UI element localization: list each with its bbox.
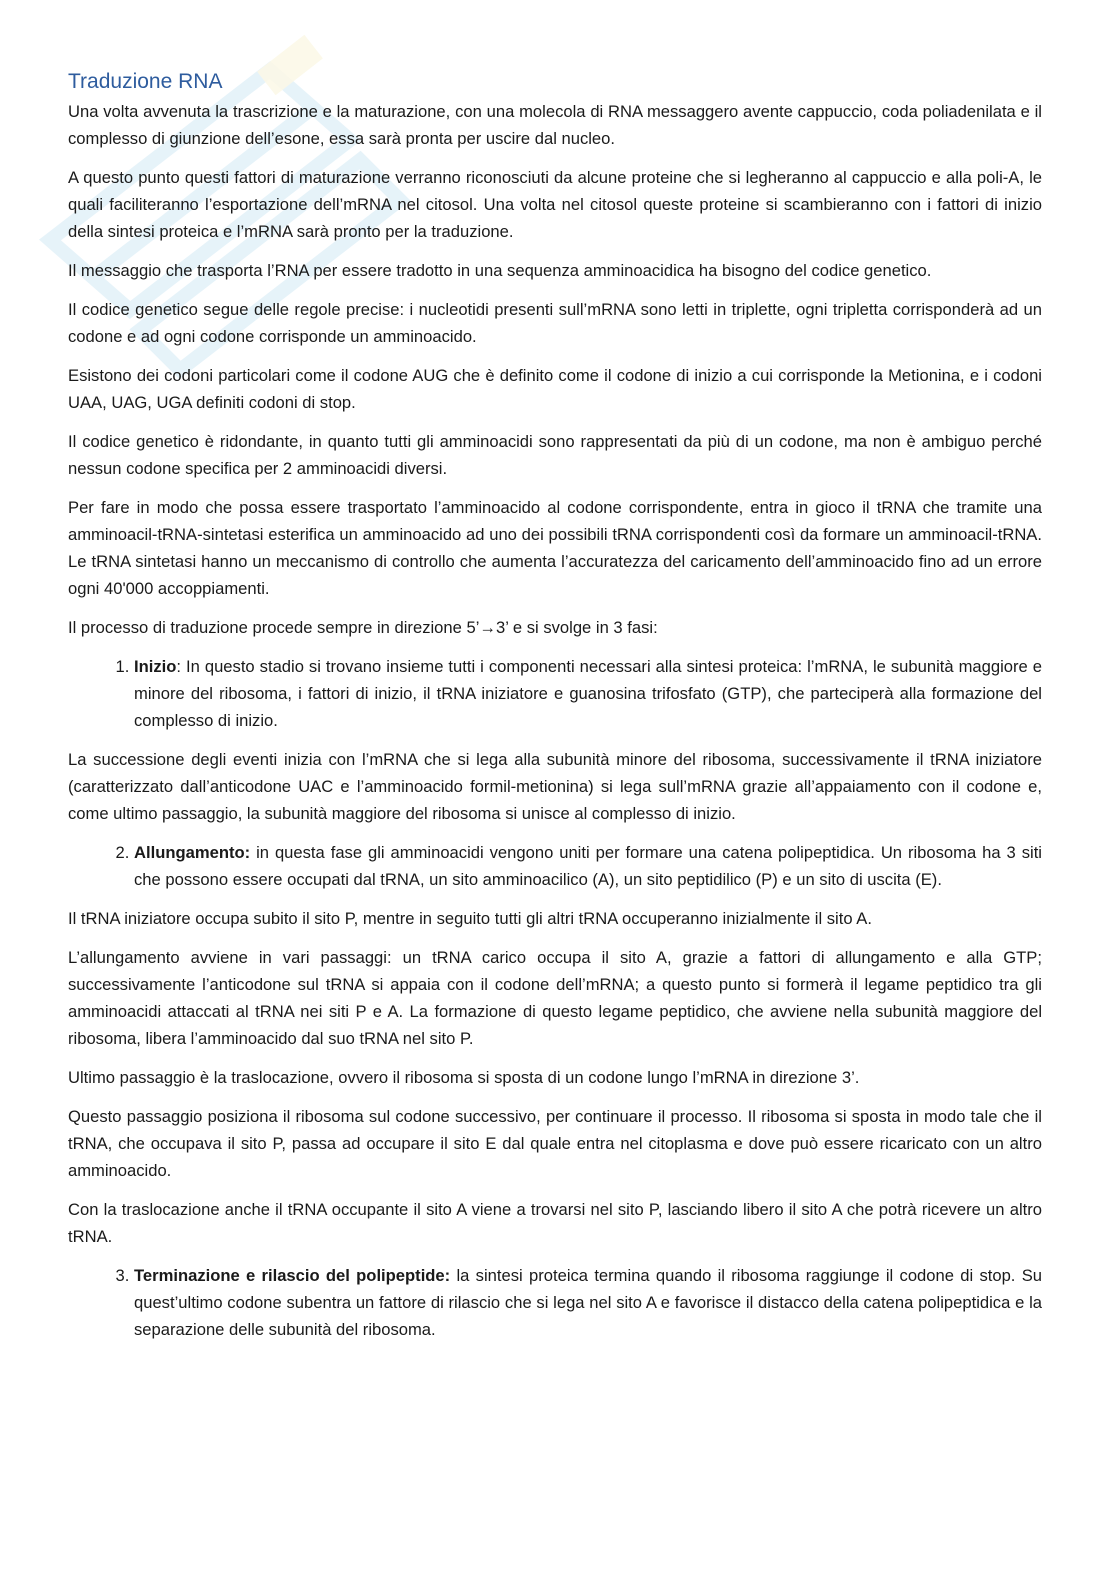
paragraph-translocation: Ultimo passaggio è la traslocazione, ovvero il ribosoma si sposta di un codone lungo l’mRNA in direzione 3’. bbox=[68, 1068, 860, 1087]
paragraph-process: Il processo di traduzione procede sempre in direzione 5’→3’ e si svolge in 3 fasi: bbox=[68, 618, 658, 637]
phase-term: Inizio bbox=[134, 657, 177, 676]
phase-text: in questa fase gli amminoacidi vengono uniti per formare una catena polipeptidica. Un ribosoma ha 3 siti che possono essere occupati dal tRNA, un sito amminoacilico (A), un sito peptidilico (P) e un sito di uscita (E). bbox=[134, 843, 1042, 889]
paragraph-genetic-code: Il messaggio che trasporta l’RNA per essere tradotto in una sequenza amminoacidica ha bisogno del codice genetico. bbox=[68, 261, 932, 280]
phase-list-2 bbox=[68, 839, 1042, 893]
phase-term: Allungamento: bbox=[134, 843, 251, 862]
paragraph-trna: Per fare in modo che possa essere trasportato l’amminoacido al codone corrispondente, entra in gioco il tRNA che tramite una amminoacil-tRNA-sintetasi esterifica un amminoacido ad uno dei possibili tRNA corrispondenti così da formare un amminoacil-tRNA. Le tRNA sintetasi hanno un meccanismo di controllo che aumenta l’accuratezza del caricamento dell’amminoacido fino ad un errore ogni 40'000 accoppiamenti. bbox=[68, 498, 1042, 598]
paragraph-site-p: Il tRNA iniziatore occupa subito il sito P, mentre in seguito tutti gli altri tRNA occuperanno inizialmente il sito A. bbox=[68, 909, 872, 928]
paragraph-sequence: La successione degli eventi inizia con l’mRNA che si lega alla subunità minore del ribosoma, successivamente il tRNA iniziatore (caratterizzato dall’anticodone UAC e l’amminoacido formil-metionina) si lega sull’mRNA grazie all’appaiamento con il codone e, come ultimo passaggio, la subunità maggiore del ribosoma si unisce al complesso di inizio. bbox=[68, 750, 1042, 823]
phase-term: Terminazione e rilascio del polipeptide: bbox=[134, 1266, 451, 1285]
page-title: Traduzione RNA bbox=[68, 70, 223, 93]
document-page bbox=[68, 68, 1042, 1355]
paragraph-intro: Una volta avvenuta la trascrizione e la maturazione, con una molecola di RNA messaggero avente cappuccio, coda poliadenilata e il complesso di giunzione dell’esone, essa sarà pronta per uscire dal nucleo. bbox=[68, 102, 1042, 148]
phase-item-inizio bbox=[134, 653, 1042, 734]
phase-list-1 bbox=[68, 653, 1042, 734]
phase-item-terminazione bbox=[134, 1262, 1042, 1343]
paragraph-redundancy: Il codice genetico è ridondante, in quanto tutti gli amminoacidi sono rappresentati da più di un codone, ma non è ambiguo perché nessun codone specifica per 2 amminoacidi diversi. bbox=[68, 432, 1042, 478]
paragraph-triplets: Il codice genetico segue delle regole precise: i nucleotidi presenti sull’mRNA sono letti in triplette, ogni tripletta corrisponderà ad un codone e ad ogni codone corrisponde un amminoacido. bbox=[68, 300, 1042, 346]
phase-list-3 bbox=[68, 1262, 1042, 1343]
paragraph-elongation: L’allungamento avviene in vari passaggi: un tRNA carico occupa il sito A, grazie a fattori di allungamento e alla GTP; successivamente l’anticodone sul tRNA si appaia con il codone dell’mRNA; a questo punto si formerà il legame peptidico tra gli amminoacidi attaccati al tRNA nei siti P e A. La formazione di questo legame peptidico, che avviene nella subunità maggiore del ribosoma, libera l’amminoacido dal suo tRNA nel sito P. bbox=[68, 948, 1042, 1048]
phase-text: : In questo stadio si trovano insieme tutti i componenti necessari alla sintesi proteica: l’mRNA, le subunità maggiore e minore del ribosoma, i fattori di inizio, il tRNA iniziatore e guanosina trifosfato (GTP), che parteciperà alla formazione del complesso di inizio. bbox=[134, 657, 1042, 730]
phase-text: la sintesi proteica termina quando il ribosoma raggiunge il codone di stop. Su quest’ultimo codone subentra un fattore di rilascio che si lega nel sito A e favorisce il distacco della catena polipeptidica e la separazione delle subunità del ribosoma. bbox=[134, 1266, 1042, 1339]
phase-item-allungamento bbox=[134, 839, 1042, 893]
paragraph-positioning: Questo passaggio posiziona il ribosoma sul codone successivo, per continuare il processo. Il ribosoma si sposta in modo tale che il tRNA, che occupava il sito P, passa ad occupare il sito E dal quale entra nel citoplasma e dove può essere ricaricato con un altro amminoacido. bbox=[68, 1107, 1042, 1180]
paragraph-special-codons: Esistono dei codoni particolari come il codone AUG che è definito come il codone di inizio a cui corrisponde la Metionina, e i codoni UAA, UAG, UGA definiti codoni di stop. bbox=[68, 366, 1042, 412]
paragraph-site-a: Con la traslocazione anche il tRNA occupante il sito A viene a trovarsi nel sito P, lasciando libero il sito A che potrà ricevere un altro tRNA. bbox=[68, 1200, 1042, 1246]
paragraph-export: A questo punto questi fattori di maturazione verranno riconosciuti da alcune proteine che si legheranno al cappuccio e alla poli-A, le quali faciliteranno l’esportazione dell’mRNA nel citosol. Una volta nel citosol queste proteine si scambieranno con i fattori di inizio della sintesi proteica e l’mRNA sarà pronto per la traduzione. bbox=[68, 168, 1042, 241]
